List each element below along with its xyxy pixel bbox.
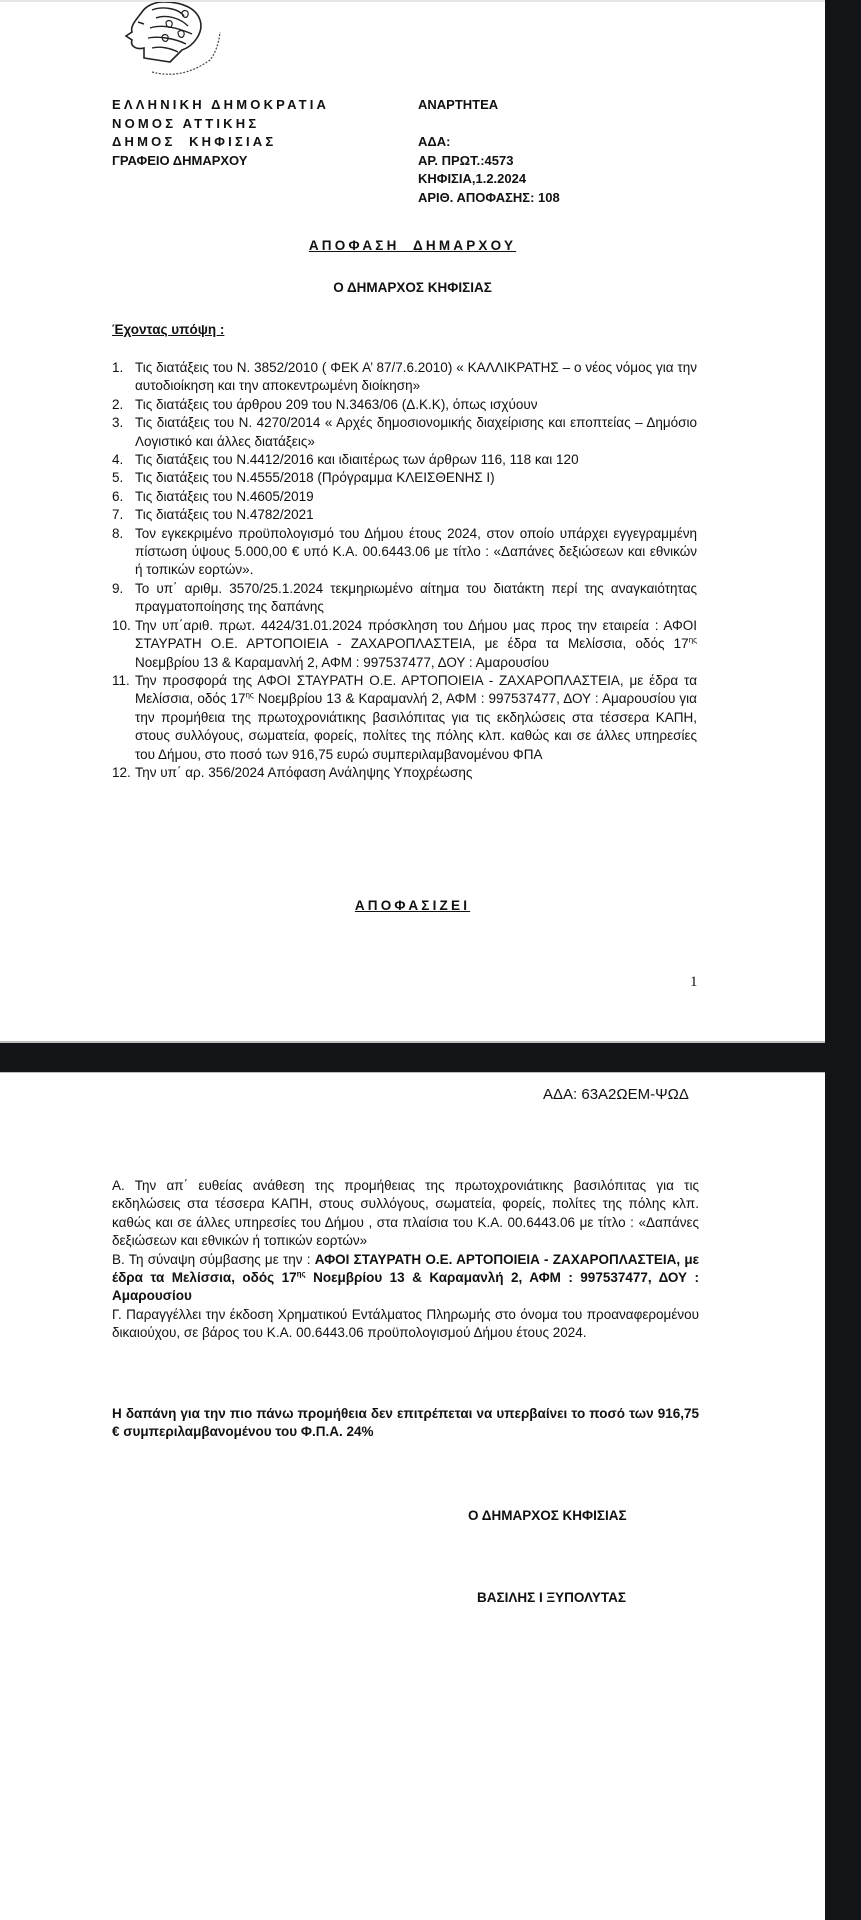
issuer-header [112, 96, 329, 170]
item-number: 4. [112, 452, 124, 468]
item-number: 10. [112, 617, 131, 633]
item-text: Τις διατάξεις του Ν.4782/2021 [135, 507, 314, 523]
document-title: ΑΠΟΦΑΣΗ ΔΗΜΑΡΧΟΥ [308, 238, 517, 253]
ordinal-suffix: ης [245, 690, 254, 700]
consideration-item [112, 451, 697, 469]
place-date: ΚΗΦΙΣΙΑ,1.2.2024 [418, 171, 527, 186]
page-edge [0, 1041, 825, 1043]
considering-label: Έχοντας υπόψη : [112, 322, 225, 337]
item-number: 1. [112, 360, 124, 375]
contractor-details-continued: Νοεμβρίου 13 & Καραμανλή 2, ΑΦΜ : 997537477, ΔΟΥ : Αμαρουσίου [112, 1270, 699, 1304]
decides-heading: ΑΠΟΦΑΣΙΖΕΙ [354, 898, 471, 913]
header-prefecture: ΝΟΜΟΣ ΑΤΤΙΚΗΣ [112, 115, 260, 131]
item-number: 9. [112, 580, 124, 596]
item-number: 3. [112, 415, 124, 431]
consideration-item [112, 469, 697, 487]
decision-number: ΑΡΙΘ. ΑΠΟΦΑΣΗΣ: 108 [418, 189, 560, 205]
item-text: Τις διατάξεις του Ν.4605/2019 [135, 488, 314, 504]
decision-b [112, 1251, 699, 1306]
contractor-details: ΑΦΟΙ ΣΤΑΥΡΑΤΗ Ο.Ε. ΑΡΤΟΠΟΙΕΙΑ - ΖΑΧΑΡΟΠΛΑΣΤΕΙΑ, με έδρα τα Μελίσσια, οδός 17 [112, 1251, 700, 1286]
consideration-item [112, 580, 697, 617]
ordinal-suffix: ης [688, 635, 697, 645]
consideration-item [112, 672, 697, 764]
viewer-background-strip [825, 0, 861, 1920]
header-republic: ΕΛΛΗΝΙΚΗ ΔΗΜΟΚΡΑΤΙΑ [112, 97, 330, 112]
document-subtitle: Ο ΔΗΜΑΡΧΟΣ ΚΗΦΙΣΙΑΣ [333, 280, 492, 295]
item-text-continued: Νοεμβρίου 13 & Καραμανλή 2, ΑΦΜ : 997537477, ΔΟΥ : Αμαρουσίου για την προμήθεια της πρωτοχρονιάτικης βασιλόπιτας για τις εκδηλώσεις στα τέσσερα ΚΑΠΗ, στους συλλόγους, σωματεία, φορείς, πολίτες της πόλης κλπ. καθώς και σε άλλες υπηρεσίες του Δήμου, στο ποσό των 916,75 ευρώ συμπεριλαμβανομένου ΦΠΑ [135, 691, 697, 762]
decision-a: Α. Την απ΄ ευθείας ανάθεση της προμήθειας της πρωτοχρονιάτικης βασιλόπιτας για τις εκδηλώσεις στα τέσσερα ΚΑΠΗ, στους συλλόγους, σωματεία, φορείς, πολίτες της πόλης κλπ. καθώς και σε άλλες υπηρεσίες του Δήμου , στα πλαίσια του Κ.Α. 00.6443.06 με τίτλο : «Δαπάνες δεξιώσεων και εθνικών ή τοπικών εορτών» [112, 1178, 699, 1249]
item-text: Την προσφορά της ΑΦΟΙ ΣΤΑΥΡΑΤΗ Ο.Ε. ΑΡΤΟΠΟΙΕΙΑ - ΖΑΧΑΡΟΠΛΑΣΤΕΙΑ, με έδρα τα Μελίσσια, οδός 17 [135, 672, 697, 707]
expense-limit-note: Η δαπάνη για την πιο πάνω προμήθεια δεν επιτρέπεται να υπερβαίνει το ποσό των 916,75 € συμπεριλαμβανομένου του Φ.Π.Α. 24% [112, 1406, 699, 1440]
decision-c: Γ. Παραγγέλλει την έκδοση Χρηματικού Εντάλματος Πληρωμής στο όνομα του προαναφερομένου δικαιούχου, σε βάρος του Κ.Α. 00.6443.06 προϋπολογισμού Δήμου έτους 2024. [112, 1306, 699, 1341]
decision-clauses [112, 1177, 699, 1343]
decision-b-intro: Β. Τη σύναψη σύμβασης με την : [112, 1251, 315, 1267]
document-metadata [418, 96, 560, 207]
consideration-item [112, 414, 697, 451]
protocol-number: ΑΡ. ΠΡΩΤ.:4573 [418, 152, 514, 168]
signatory-name: ΒΑΣΙΛΗΣ Ι ΞΥΠΟΛΥΤΑΣ [477, 1590, 626, 1605]
consideration-item [112, 525, 697, 580]
item-text: Τον εγκεκριμένο προϋπολογισμό του Δήμου έτους 2024, στον οποίο υπάρχει εγγεγραμμένη πίστωση ύψους 5.000,00 € υπό Κ.Α. 00.6443.06 με τίτλο : «Δαπάνες δεξιώσεων και εθνικών ή τοπικών εορτών». [135, 525, 697, 578]
item-text: Την υπ΄ αρ. 356/2024 Απόφαση Ανάληψης Υποχρέωσης [135, 764, 473, 780]
item-number: 2. [112, 396, 124, 412]
consideration-item [112, 396, 697, 414]
item-text: Τις διατάξεις του Ν. 4270/2014 « Αρχές δημοσιονομικής διαχείρισης και εποπτείας – Δημόσιο Λογιστικό και άλλες διατάξεις» [135, 415, 697, 449]
item-text: Το υπ΄ αριθμ. 3570/25.1.2024 τεκμηριωμένο αίτημα του διατάκτη περί της αναγκαιότητας πραγματοποίησης της δαπάνης [135, 580, 697, 615]
item-text: Τις διατάξεις του Ν.4412/2016 και ιδιαιτέρως των άρθρων 116, 118 και 120 [135, 452, 579, 468]
ordinal-suffix: ης [296, 1269, 306, 1279]
item-text: Την υπ΄αριθ. πρωτ. 4424/31.01.2024 πρόσκληση του Δήμου μας προς την εταιρεία : ΑΦΟΙ ΣΤΑΥΡΑΤΗ Ο.Ε. ΑΡΤΟΠΟΙΕΙΑ - ΖΑΧΑΡΟΠΛΑΣΤΕΙΑ, με έδρα τα Μελίσσια, οδός 17 [135, 617, 697, 652]
item-number: 8. [112, 525, 124, 541]
item-number: 5. [112, 470, 124, 486]
item-number: 6. [112, 488, 124, 504]
ada-label: ΑΔΑ: [418, 134, 451, 149]
signatory-title: Ο ΔΗΜΑΡΧΟΣ ΚΗΦΙΣΙΑΣ [468, 1508, 627, 1523]
consideration-item [112, 764, 697, 782]
consideration-item [112, 488, 697, 506]
header-office: ΓΡΑΦΕΙΟ ΔΗΜΑΡΧΟΥ [112, 152, 248, 168]
item-text: Τις διατάξεις του Ν.4555/2018 (Πρόγραμμα ΚΛΕΙΣΘΕΝΗΣ Ι) [135, 470, 495, 486]
ada-code: ΑΔΑ: 63Α2ΩΕΜ-ΨΩΔ [543, 1086, 689, 1103]
item-text-continued: Νοεμβρίου 13 & Καραμανλή 2, ΑΦΜ : 997537477, ΔΟΥ : Αμαρουσίου [135, 654, 550, 670]
item-text: Τις διατάξεις του Ν. 3852/2010 ( ΦΕΚ Α’ 87/7.6.2010) « ΚΑΛΛΙΚΡΑΤΗΣ – ο νέος νόμος για την αυτοδιοίκηση και την αποκεντρωμένη διοίκηση» [135, 360, 697, 394]
item-number: 7. [112, 507, 124, 523]
consideration-item [112, 506, 697, 524]
item-text: Τις διατάξεις του άρθρου 209 του Ν.3463/06 (Δ.Κ.Κ), όπως ισχύουν [135, 396, 538, 412]
item-number: 12. [112, 764, 131, 780]
considerations-list [112, 359, 697, 782]
page-number: 1 [690, 974, 698, 990]
item-number: 11. [112, 672, 130, 688]
municipality-emblem-icon [122, 2, 232, 80]
header-municipality: ΔΗΜΟΣ ΚΗΦΙΣΙΑΣ [112, 134, 277, 149]
consideration-item [112, 359, 697, 396]
consideration-item [112, 617, 697, 672]
posting-label: ΑΝΑΡΤΗΤΕΑ [418, 97, 499, 112]
